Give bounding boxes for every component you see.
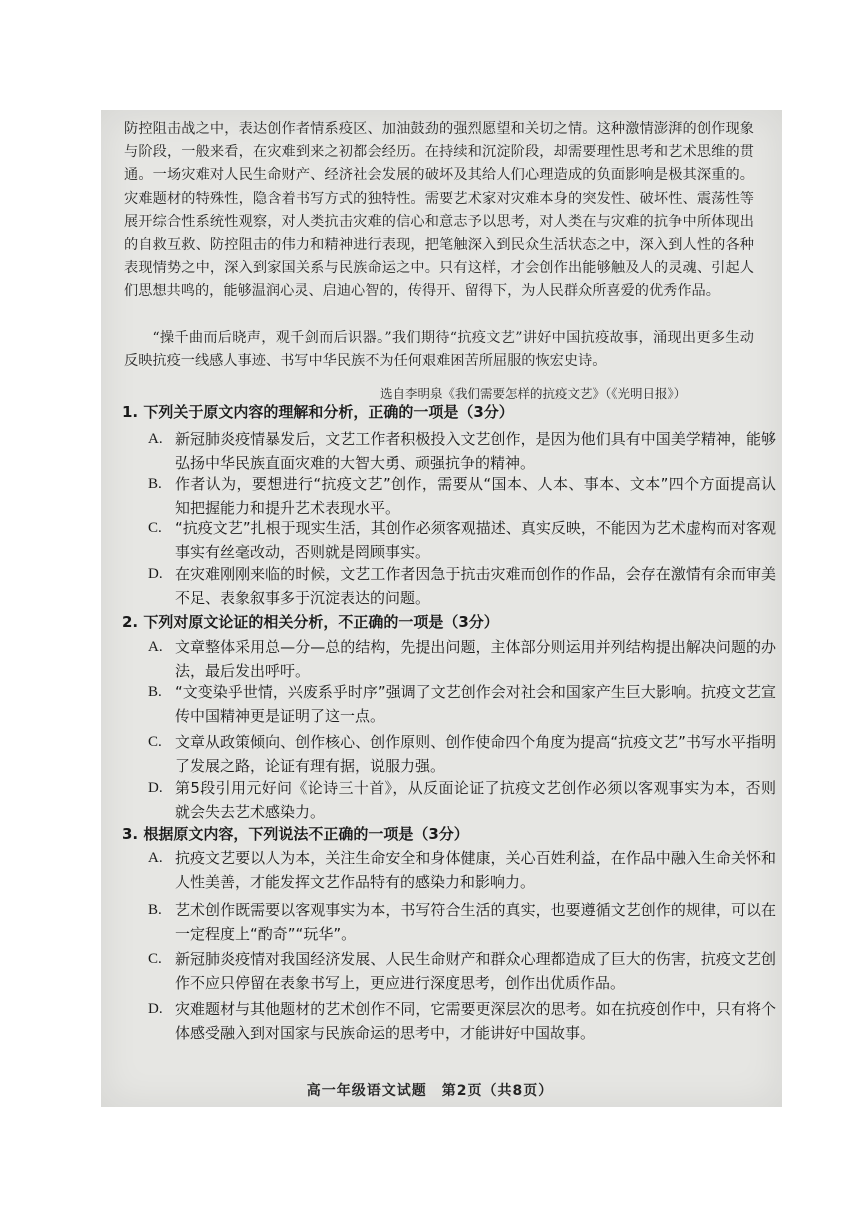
question-1-option-c — [148, 516, 776, 564]
option-text: 新冠肺炎疫情暴发后，文艺工作者积极投入文艺创作，是因为他们具有中国美学精神，能够弘扬中华民族直面灾难的大智大勇、顽强抗争的精神。 — [175, 430, 776, 472]
question-2-option-c — [148, 730, 776, 778]
option-letter: B. — [148, 684, 162, 700]
question-1-option-d — [148, 562, 776, 610]
option-text: 作者认为，要想进行“抗疫文艺”创作，需要从“国本、人本、事本、文本”四个方面提高认知把握能力和提升艺术表现水平。 — [175, 475, 776, 517]
option-text: 在灾难刚刚来临的时候，文艺工作者因急于抗击灾难而创作的作品，会存在激情有余而审美不足、表象叙事多于沉淀表达的问题。 — [175, 565, 776, 607]
option-letter: C. — [148, 520, 162, 536]
page-footer: 高一年级语文试题 第2页（共8页） — [306, 1083, 554, 1099]
option-text: 文章从政策倾向、创作核心、创作原则、创作使命四个角度为提高“抗疫文艺”书写水平指明了发展之路，论证有理有据，说服力强。 — [175, 733, 776, 775]
question-2-option-b — [148, 680, 776, 728]
question-3-option-c — [148, 947, 776, 995]
question-3-option-b — [148, 898, 776, 946]
option-text: 新冠肺炎疫情对我国经济发展、人民生命财产和群众心理都造成了巨大的伤害，抗疫文艺创作不应只停留在表象书写上，更应进行深度思考，创作出优质作品。 — [175, 950, 776, 992]
question-2-option-a — [148, 635, 776, 683]
question-1-option-a — [148, 427, 776, 475]
option-text: “抗疫文艺”扎根于现实生活，其创作必须客观描述、真实反映，不能因为艺术虚构而对客观事实有丝毫改动，否则就是罔顾事实。 — [175, 519, 776, 561]
question-1-option-b — [148, 472, 776, 520]
option-text: “文变染乎世情，兴废系乎时序”强调了文艺创作会对社会和国家产生巨大影响。抗疫文艺宣传中国精神更是证明了这一点。 — [175, 683, 776, 725]
option-letter: B. — [148, 476, 162, 492]
question-1-stem: 1. 下列关于原文内容的理解和分析，正确的一项是（3分） — [122, 403, 514, 421]
question-2-stem: 2. 下列对原文论证的相关分析，不正确的一项是（3分） — [122, 613, 499, 631]
option-letter: A. — [148, 431, 163, 447]
question-3-option-d — [148, 997, 776, 1045]
question-3-option-a — [148, 846, 776, 894]
option-letter: D. — [148, 780, 163, 796]
option-letter: D. — [148, 566, 163, 582]
option-letter: C. — [148, 734, 162, 750]
option-letter: B. — [148, 902, 162, 918]
option-letter: A. — [148, 639, 163, 655]
option-text: 文章整体采用总—分—总的结构，先提出问题，主体部分则运用并列结构提出解决问题的办法，最后发出呼吁。 — [175, 638, 776, 680]
option-letter: D. — [148, 1001, 163, 1017]
passage-paragraph-2: “操千曲而后晓声，观千剑而后识器。”我们期待“抗疫文艺”讲好中国抗疫故事，涌现出更多生动反映抗疫一线感人事迹、书写中华民族不为任何艰难困苦所屈服的恢宏史诗。 — [124, 330, 754, 370]
passage-paragraph-1: 防控阻击战之中，表达创作者情系疫区、加油鼓劲的强烈愿望和关切之情。这种激情澎湃的创作现象与阶段，一般来看，在灾难到来之初都会经历。在持续和沉淀阶段，却需要理性思考和艺术思维的贯通。一场灾难对人民生命财产、经济社会发展的破坏及其给人们心理造成的负面影响是极其深重的。灾难题材的特殊性，隐含着书写方式的独特性。需要艺术家对灾难本身的突发性、破坏性、震荡性等展开综合性系统性观察，对人类抗击灾难的信心和意志予以思考，对人类在与灾难的抗争中所体现出的自救互救、防控阻击的伟力和精神进行表现，把笔触深入到民众生活状态之中，深入到人性的各种表现情势之中，深入到家国关系与民族命运之中。只有这样，才会创作出能够触及人的灵魂、引起人们思想共鸣的，能够温润心灵、启迪心智的，传得开、留得下，为人民群众所喜爱的优秀作品。 — [124, 121, 754, 300]
question-3-stem: 3. 根据原文内容，下列说法不正确的一项是（3分） — [122, 825, 469, 843]
option-letter: C. — [148, 951, 162, 967]
option-text: 艺术创作既需要以客观事实为本，书写符合生活的真实，也要遵循文艺创作的规律，可以在一定程度上“酌奇”“玩华”。 — [175, 901, 776, 943]
option-letter: A. — [148, 850, 163, 866]
option-text: 第5段引用元好问《论诗三十首》，从反面论证了抗疫文艺创作必须以客观事实为本，否则就会失去艺术感染力。 — [175, 779, 776, 821]
passage-source: 选自李明泉《我们需要怎样的抗疫文艺》（《光明日报》） — [380, 386, 687, 401]
option-text: 灾难题材与其他题材的艺术创作不同，它需要更深层次的思考。如在抗疫创作中，只有将个体感受融入到对国家与民族命运的思考中，才能讲好中国故事。 — [175, 1000, 776, 1042]
question-2-option-d — [148, 776, 776, 824]
option-text: 抗疫文艺要以人为本，关注生命安全和身体健康，关心百姓利益，在作品中融入生命关怀和人性美善，才能发挥文艺作品特有的感染力和影响力。 — [175, 849, 776, 891]
